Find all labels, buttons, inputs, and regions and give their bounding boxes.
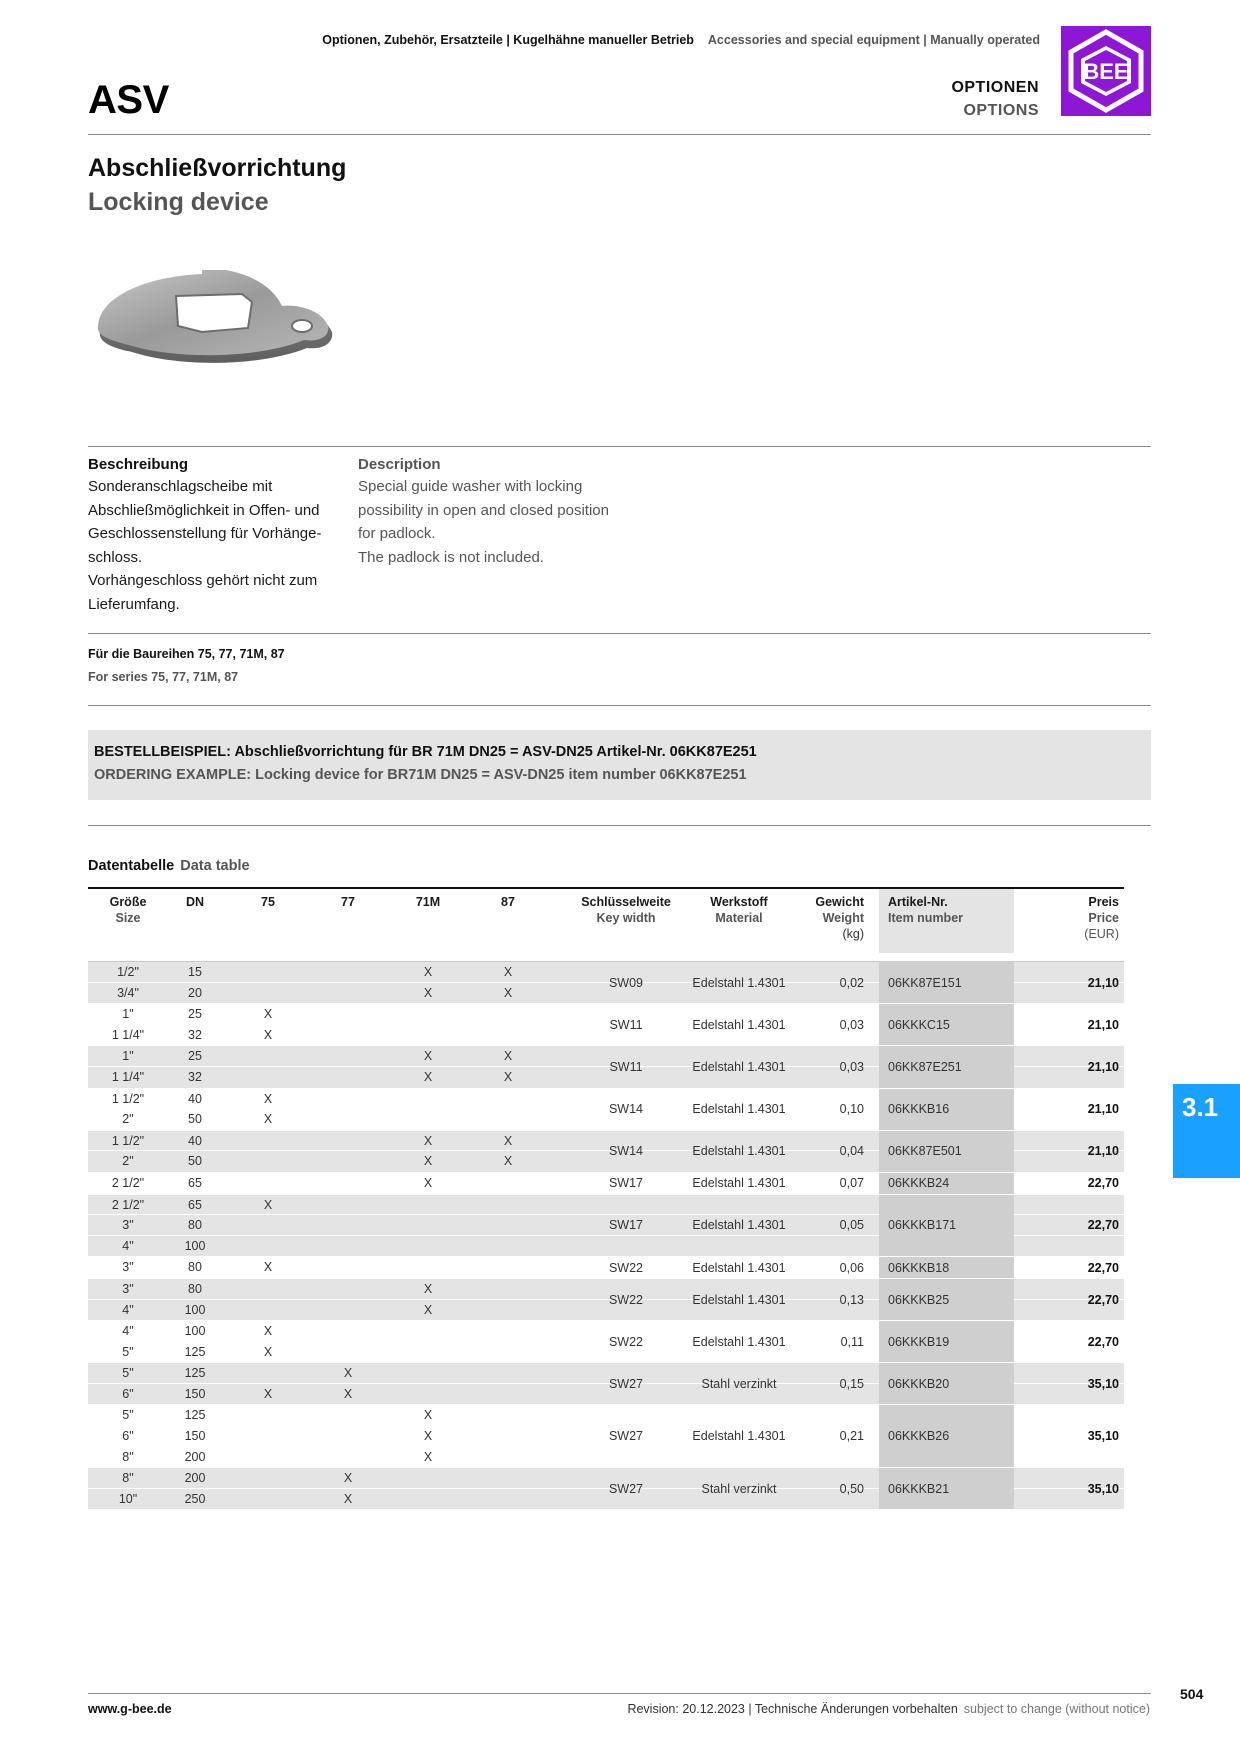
cell-size: 2 1/2" — [111, 1197, 145, 1212]
cell-s75: X — [263, 1007, 273, 1022]
description-line: Sonderanschlagscheibe mit — [88, 478, 273, 495]
ordering-example-de: BESTELLBEISPIEL: Abschließvorrichtung für BR 71M DN25 = ASV-DN25 Artikel-Nr. 06KK87E251 — [94, 744, 757, 760]
logo-text: BEE — [1083, 59, 1129, 84]
cell-key-width: SW17 — [608, 1176, 644, 1191]
table-divider — [88, 825, 1151, 826]
description-line: Abschließmöglichkeit in Offen- und — [88, 501, 320, 519]
cell-weight: 0,07 — [839, 1176, 864, 1191]
cell-key-width: SW09 — [608, 975, 644, 990]
cell-size: 1" — [122, 1049, 134, 1064]
header-weight — [804, 894, 864, 942]
table-row-group — [88, 1004, 1124, 1046]
description-de — [88, 456, 328, 616]
cell-material: Edelstahl 1.4301 — [692, 1017, 786, 1032]
ordering-example-en: ORDERING EXAMPLE: Locking device for BR71M DN25 = ASV-DN25 item number 06KK87E251 — [94, 767, 747, 783]
cell-material: Edelstahl 1.4301 — [692, 1102, 786, 1117]
description-heading-en: Description — [358, 456, 441, 473]
cell-size: 3" — [122, 1260, 134, 1275]
header-price — [1014, 894, 1119, 942]
cell-material: Edelstahl 1.4301 — [692, 1144, 786, 1159]
header-breadcrumb — [322, 33, 1040, 47]
cell-material: Edelstahl 1.4301 — [692, 1429, 786, 1444]
cell-dn: 65 — [188, 1197, 202, 1212]
description-line: Vorhängeschloss gehört nicht zum — [88, 572, 318, 589]
header-key-width — [568, 894, 684, 926]
cell-dn: 25 — [188, 1007, 202, 1022]
cell-key-width: SW17 — [608, 1218, 644, 1233]
cell-s77: X — [343, 1471, 353, 1486]
cell-s71m: X — [423, 1281, 433, 1296]
locking-washer-photo — [92, 270, 342, 390]
cell-s71m: X — [423, 1049, 433, 1064]
cell-dn: 200 — [184, 1471, 206, 1486]
cell-material: Edelstahl 1.4301 — [692, 1059, 786, 1074]
chapter-tab[interactable]: 3.1 — [1173, 1084, 1240, 1178]
cell-key-width: SW14 — [608, 1144, 644, 1159]
section-label-de: OPTIONEN — [951, 79, 1039, 96]
table-row-group — [88, 1173, 1124, 1195]
cell-size: 1/2" — [117, 965, 139, 979]
cell-dn: 25 — [188, 1049, 202, 1064]
cell-material: Edelstahl 1.4301 — [692, 1176, 786, 1191]
header-size-de: Größe — [109, 895, 147, 909]
cell-size: 5" — [122, 1408, 134, 1423]
data-table — [88, 887, 1124, 1510]
cell-dn: 15 — [188, 965, 202, 979]
cell-weight: 0,11 — [840, 1334, 864, 1349]
table-row-group — [88, 1089, 1124, 1131]
header-size — [88, 894, 168, 926]
cell-s71m: X — [423, 1069, 433, 1084]
cell-s71m: X — [423, 1154, 433, 1169]
cell-s87: X — [503, 1154, 513, 1169]
cell-s75: X — [263, 1386, 273, 1401]
header-divider — [88, 134, 1151, 135]
cell-key-width: SW27 — [608, 1481, 644, 1496]
cell-weight: 0,10 — [839, 1102, 864, 1117]
header-weight-en: Weight — [822, 911, 864, 925]
description-line: Special guide washer with locking — [358, 478, 583, 495]
cell-s71m: X — [423, 965, 433, 979]
header-price-unit: (EUR) — [1084, 927, 1119, 941]
cell-dn: 100 — [184, 1238, 206, 1253]
footer-divider — [88, 1693, 1151, 1694]
cell-item-number: 06KK87E251 — [879, 1046, 1014, 1087]
cell-item-number: 06KKKB16 — [879, 1089, 1014, 1130]
header-series-77: 77 — [341, 895, 355, 909]
header-material — [688, 894, 790, 926]
table-row-group — [88, 1468, 1124, 1510]
cell-item-number: 06KKKC15 — [879, 1004, 1014, 1045]
cell-size: 2" — [122, 1154, 134, 1169]
cell-dn: 150 — [184, 1429, 206, 1444]
cell-price: 22,70 — [1087, 1292, 1119, 1307]
header-price-de: Preis — [1088, 895, 1119, 909]
description-en — [358, 456, 618, 569]
section-label-en: OPTIONS — [963, 102, 1039, 119]
header-item-number — [888, 894, 1008, 926]
cell-size: 4" — [122, 1238, 134, 1253]
cell-item-number: 06KK87E501 — [879, 1131, 1014, 1172]
table-row-group — [88, 1257, 1124, 1279]
cell-price: 21,10 — [1087, 975, 1119, 990]
cell-material: Stahl verzinkt — [701, 1376, 777, 1391]
description-line: schloss. — [88, 548, 143, 566]
ordering-example-box — [88, 730, 1151, 800]
cell-material: Edelstahl 1.4301 — [692, 1292, 786, 1307]
cell-weight: 0,50 — [839, 1481, 864, 1496]
cell-size: 4" — [122, 1324, 134, 1339]
cell-size: 2 1/2" — [111, 1175, 145, 1190]
cell-dn: 50 — [188, 1112, 202, 1127]
cell-item-number: 06KKKB26 — [879, 1405, 1014, 1467]
cell-s75: X — [263, 1197, 273, 1212]
cell-price: 21,10 — [1087, 1017, 1119, 1032]
data-table-title-en: Data table — [180, 858, 250, 874]
series-note-de: Für die Baureihen 75, 77, 71M, 87 — [88, 647, 285, 661]
description-line: Lieferumfang. — [88, 595, 180, 613]
cell-item-number: 06KKKB19 — [879, 1321, 1014, 1362]
header-series-87: 87 — [501, 895, 515, 909]
cell-size: 4" — [122, 1302, 134, 1317]
description-heading-de: Beschreibung — [88, 456, 189, 473]
cell-dn: 40 — [188, 1133, 202, 1148]
cell-dn: 32 — [188, 1027, 202, 1042]
cell-dn: 100 — [184, 1302, 206, 1317]
header-item-number-de: Artikel-Nr. — [888, 895, 948, 909]
cell-dn: 20 — [188, 985, 202, 1000]
table-row-group — [88, 1195, 1124, 1258]
header-item-number-en: Item number — [888, 911, 964, 925]
header-price-en: Price — [1088, 911, 1119, 925]
cell-s71m: X — [423, 1429, 433, 1444]
cell-size: 3/4" — [117, 985, 139, 1000]
cell-s87: X — [503, 1133, 513, 1148]
footer-revision-de: Revision: 20.12.2023 | Technische Änderungen vorbehalten — [627, 1702, 958, 1716]
cell-size: 6" — [122, 1429, 134, 1444]
cell-s77: X — [343, 1491, 353, 1506]
description-line: Geschlossenstellung für Vorhänge- — [88, 525, 322, 542]
page-title-de: Abschließvorrichtung — [88, 154, 347, 182]
table-row-group — [88, 1405, 1124, 1468]
cell-dn: 200 — [184, 1449, 206, 1464]
cell-size: 1 1/4" — [111, 1027, 145, 1042]
cell-price: 35,10 — [1087, 1481, 1119, 1496]
cell-key-width: SW27 — [608, 1429, 644, 1444]
table-row-group — [88, 1321, 1124, 1363]
description-text-de — [88, 475, 328, 616]
data-table-title — [88, 858, 250, 874]
cell-price: 22,70 — [1087, 1260, 1119, 1275]
cell-s87: X — [503, 1069, 513, 1084]
breadcrumb-de: Optionen, Zubehör, Ersatzteile | Kugelhähne manueller Betrieb — [322, 33, 694, 47]
cell-item-number: 06KKKB25 — [879, 1279, 1014, 1320]
cell-item-number: 06KKKB21 — [879, 1468, 1014, 1509]
table-row-group — [88, 962, 1124, 1004]
cell-price: 21,10 — [1087, 1059, 1119, 1074]
cell-size: 3" — [122, 1281, 134, 1296]
header-weight-unit: (kg) — [842, 927, 864, 941]
cell-size: 8" — [122, 1471, 134, 1486]
cell-size: 1 1/2" — [111, 1133, 145, 1148]
table-row-group — [88, 1279, 1124, 1321]
header-weight-de: Gewicht — [815, 895, 864, 909]
page-title-en: Locking device — [88, 188, 269, 216]
description-text-en — [358, 475, 618, 569]
cell-dn: 80 — [188, 1218, 202, 1233]
order-divider — [88, 705, 1151, 706]
cell-material: Stahl verzinkt — [701, 1481, 777, 1496]
cell-s77: X — [343, 1366, 353, 1381]
cell-weight: 0,03 — [839, 1017, 864, 1032]
cell-size: 8" — [122, 1449, 134, 1464]
cell-dn: 32 — [188, 1069, 202, 1084]
cell-s75: X — [263, 1027, 273, 1042]
footer-revision-en: subject to change (without notice) — [963, 1702, 1150, 1716]
header-dn: DN — [185, 895, 205, 909]
cell-price: 22,70 — [1087, 1176, 1119, 1191]
cell-weight: 0,05 — [839, 1218, 864, 1233]
series-note-en: For series 75, 77, 71M, 87 — [88, 670, 239, 684]
header-material-en: Material — [715, 911, 763, 925]
cell-size: 1" — [122, 1007, 134, 1022]
cell-s87: X — [503, 1049, 513, 1064]
cell-s75: X — [263, 1091, 273, 1106]
header-material-de: Werkstoff — [710, 895, 768, 909]
cell-weight: 0,21 — [839, 1429, 864, 1444]
table-row-group — [88, 1363, 1124, 1405]
cell-material: Edelstahl 1.4301 — [692, 975, 786, 990]
product-code: ASV — [88, 78, 169, 122]
table-row-group — [88, 1046, 1124, 1088]
cell-s87: X — [503, 985, 513, 1000]
description-line: possibility in open and closed position — [358, 501, 609, 519]
cell-item-number: 06KKKB18 — [879, 1257, 1014, 1278]
cell-price: 35,10 — [1087, 1429, 1119, 1444]
bee-logo-icon[interactable] — [1061, 26, 1151, 116]
cell-price: 22,70 — [1087, 1218, 1119, 1233]
cell-dn: 100 — [184, 1324, 206, 1339]
cell-s71m: X — [423, 1133, 433, 1148]
cell-key-width: SW22 — [608, 1334, 644, 1349]
description-divider — [88, 446, 1151, 447]
cell-price: 21,10 — [1087, 1144, 1119, 1159]
cell-item-number: 06KKKB171 — [879, 1195, 1014, 1257]
cell-key-width: SW11 — [609, 1059, 643, 1074]
cell-size: 5" — [122, 1366, 134, 1381]
cell-item-number: 06KKKB20 — [879, 1363, 1014, 1404]
header-key-width-de: Schlüsselweite — [581, 895, 671, 909]
cell-price: 22,70 — [1087, 1334, 1119, 1349]
cell-s75: X — [263, 1260, 273, 1275]
cell-size: 3" — [122, 1218, 134, 1233]
cell-size: 10" — [118, 1491, 138, 1506]
cell-dn: 80 — [188, 1281, 202, 1296]
header-key-width-en: Key width — [596, 911, 656, 925]
cell-size: 2" — [122, 1112, 134, 1127]
cell-dn: 250 — [184, 1491, 206, 1506]
cell-dn: 40 — [188, 1091, 202, 1106]
cell-weight: 0,02 — [839, 975, 864, 990]
header-series-71m: 71M — [415, 895, 441, 909]
cell-size: 1 1/4" — [111, 1069, 145, 1084]
cell-weight: 0,06 — [839, 1260, 864, 1275]
data-table-title-de: Datentabelle — [88, 858, 175, 874]
cell-key-width: SW11 — [609, 1017, 643, 1032]
table-body — [88, 961, 1124, 1510]
cell-dn: 65 — [188, 1175, 202, 1190]
cell-s71m: X — [423, 1302, 433, 1317]
cell-key-width: SW22 — [608, 1292, 644, 1307]
cell-key-width: SW27 — [608, 1376, 644, 1391]
cell-dn: 150 — [184, 1386, 206, 1401]
cell-price: 35,10 — [1087, 1376, 1119, 1391]
cell-key-width: SW22 — [608, 1260, 644, 1275]
cell-dn: 50 — [188, 1154, 202, 1169]
cell-item-number: 06KK87E151 — [879, 962, 1014, 1003]
series-divider — [88, 633, 1151, 634]
cell-s75: X — [263, 1324, 273, 1339]
footer-revision — [627, 1702, 1150, 1716]
cell-weight: 0,03 — [839, 1059, 864, 1074]
table-header — [88, 889, 1124, 953]
header-series-75: 75 — [261, 895, 275, 909]
cell-weight: 0,15 — [839, 1376, 864, 1391]
cell-material: Edelstahl 1.4301 — [692, 1260, 786, 1275]
cell-s87: X — [503, 965, 513, 979]
cell-s71m: X — [423, 1449, 433, 1464]
cell-dn: 80 — [188, 1260, 202, 1275]
cell-size: 1 1/2" — [111, 1091, 145, 1106]
cell-material: Edelstahl 1.4301 — [692, 1218, 786, 1233]
description-line: for padlock. — [358, 525, 436, 542]
cell-s71m: X — [423, 1175, 433, 1190]
cell-weight: 0,13 — [839, 1292, 864, 1307]
cell-size: 5" — [122, 1344, 134, 1359]
footer-url-link[interactable]: www.g-bee.de — [88, 1702, 172, 1716]
page-number: 504 — [1180, 1686, 1204, 1702]
cell-s71m: X — [423, 1408, 433, 1423]
cell-dn: 125 — [184, 1344, 206, 1359]
cell-price: 21,10 — [1087, 1102, 1119, 1117]
cell-key-width: SW14 — [608, 1102, 644, 1117]
breadcrumb-en: Accessories and special equipment | Manually operated — [707, 33, 1040, 47]
description-line: The padlock is not included. — [358, 548, 544, 566]
header-size-en: Size — [115, 911, 141, 925]
cell-s77: X — [343, 1386, 353, 1401]
cell-dn: 125 — [184, 1366, 206, 1381]
cell-s71m: X — [423, 985, 433, 1000]
table-row-group — [88, 1131, 1124, 1173]
cell-weight: 0,04 — [839, 1144, 864, 1159]
cell-s75: X — [263, 1112, 273, 1127]
cell-material: Edelstahl 1.4301 — [692, 1334, 786, 1349]
cell-item-number: 06KKKB24 — [879, 1173, 1014, 1194]
cell-dn: 125 — [184, 1408, 206, 1423]
cell-size: 6" — [122, 1386, 134, 1401]
cell-s75: X — [263, 1344, 273, 1359]
